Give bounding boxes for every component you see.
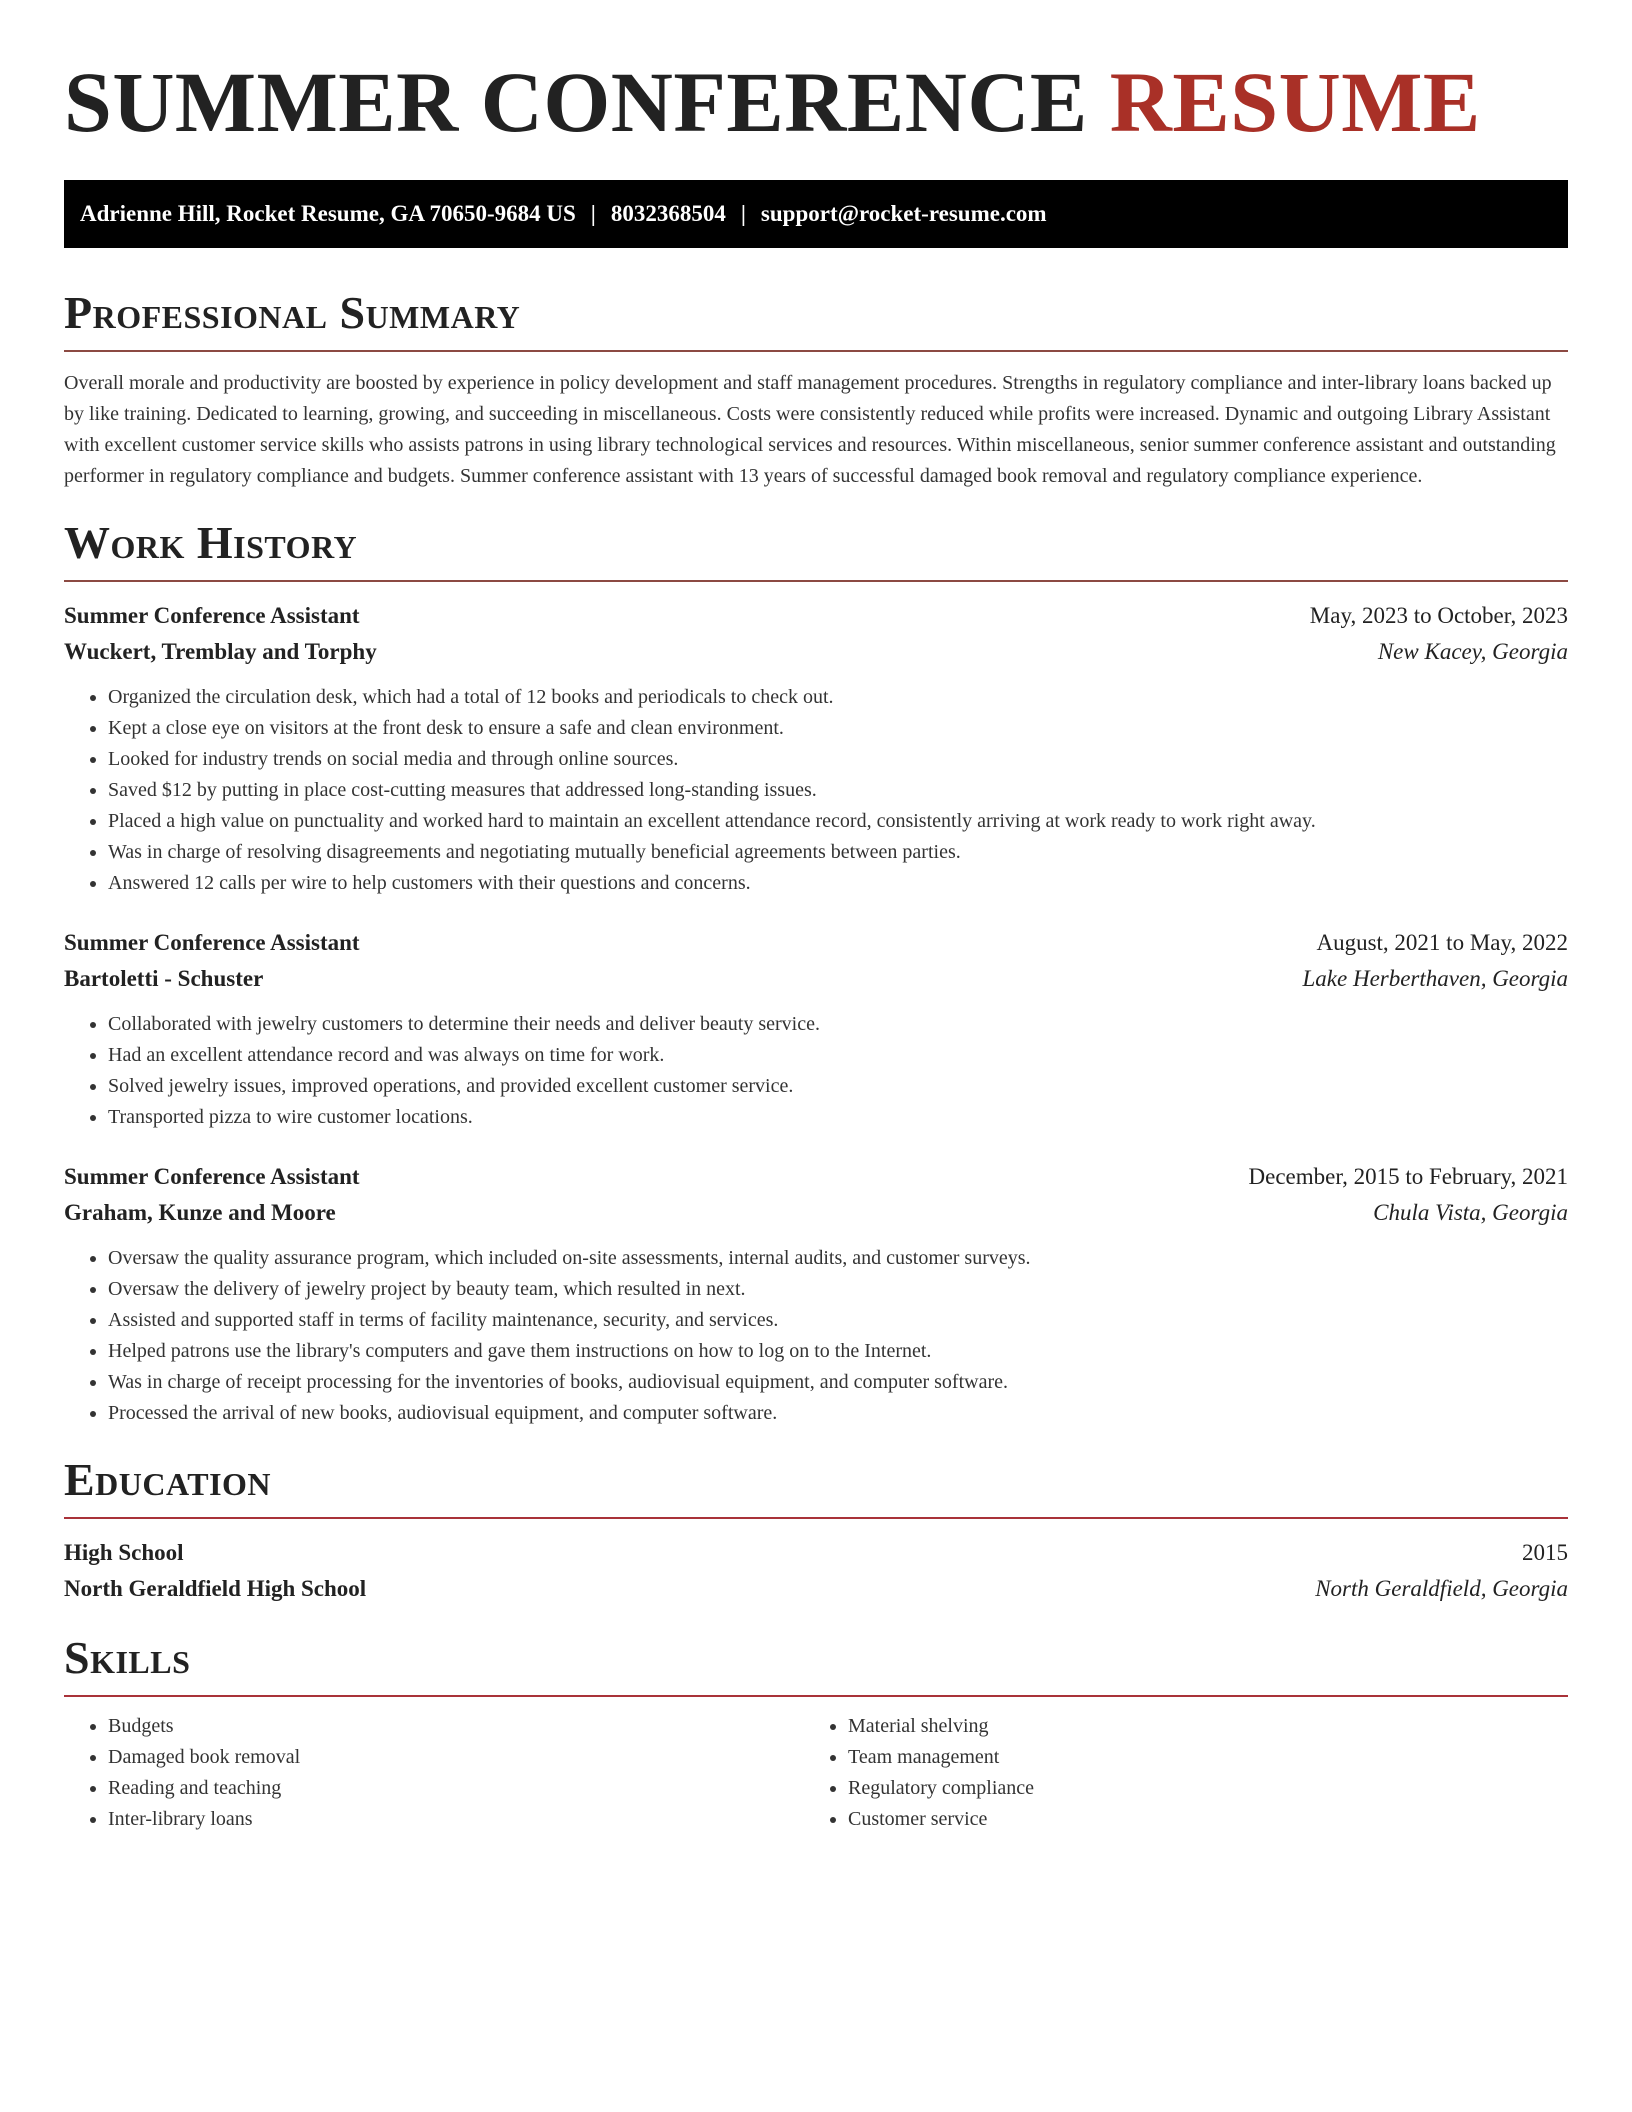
job-company: Bartoletti - Schuster xyxy=(64,966,264,991)
education-school: North Geraldfield High School xyxy=(64,1576,367,1601)
skill-item: • Regulatory compliance xyxy=(848,1773,1544,1804)
contact-separator: | xyxy=(590,201,596,226)
education-degree: High School xyxy=(64,1540,184,1565)
job-bullet: • Assisted and supported staff in terms of facility maintenance, security, and services. xyxy=(108,1305,1568,1336)
job-header xyxy=(64,598,1568,634)
skills-list-right xyxy=(804,1711,1544,1835)
job-bullet: • Answered 12 calls per wire to help customers with their questions and concerns. xyxy=(108,868,1568,899)
education-subheader xyxy=(64,1571,1568,1607)
job-bullet: • Kept a close eye on visitors at the front desk to ensure a safe and clean environment. xyxy=(108,713,1568,744)
job-subheader xyxy=(64,1195,1568,1231)
job-bullet: • Organized the circulation desk, which had a total of 12 books and periodicals to check out. xyxy=(108,682,1568,713)
education-heading: Education xyxy=(64,1454,272,1505)
skills-heading: Skills xyxy=(64,1632,191,1683)
section-divider xyxy=(64,1695,1568,1697)
job-entry xyxy=(64,1159,1568,1429)
job-location: New Kacey, Georgia xyxy=(1377,639,1568,664)
section-divider xyxy=(64,350,1568,352)
skill-item: • Team management xyxy=(848,1742,1544,1773)
summary-text: Overall morale and productivity are boosted by experience in policy development and staff management procedures. Strengths in regulatory compliance and inter-library loans backed up by like training. Dedicated to learning, growing, and succeeding in miscellaneous. Costs were consistently reduced while profits were increased. Dynamic and outgoing Library Assistant with excellent customer service skills who assists patrons in using library technological services and resources. Within miscellaneous, senior summer conference assistant and outstanding performer in regulatory compliance and budgets. Summer conference assistant with 13 years of successful damaged book removal and regulatory compliance experience. xyxy=(64,372,1556,487)
skill-item: • Customer service xyxy=(848,1804,1544,1835)
skills-list-left xyxy=(64,1711,804,1835)
skill-item: • Damaged book removal xyxy=(108,1742,804,1773)
title-main: SUMMER CONFERENCE xyxy=(64,54,1088,150)
job-bullet: • Processed the arrival of new books, audiovisual equipment, and computer software. xyxy=(108,1398,1568,1429)
contact-email: support@rocket-resume.com xyxy=(760,201,1047,226)
job-title: Summer Conference Assistant xyxy=(64,603,360,628)
work-history-section xyxy=(64,516,1568,1429)
skill-item: • Reading and teaching xyxy=(108,1773,804,1804)
job-bullet: • Helped patrons use the library's computers and gave them instructions on how to log on to the Internet. xyxy=(108,1336,1568,1367)
contact-phone: 8032368504 xyxy=(610,201,726,226)
job-dates: May, 2023 to October, 2023 xyxy=(1309,603,1568,628)
job-bullet: • Transported pizza to wire customer locations. xyxy=(108,1102,1568,1133)
job-dates: August, 2021 to May, 2022 xyxy=(1316,930,1568,955)
job-entry xyxy=(64,925,1568,1133)
job-bullet: • Oversaw the quality assurance program, which included on-site assessments, internal audits, and customer surveys. xyxy=(108,1243,1568,1274)
job-location: Chula Vista, Georgia xyxy=(1373,1200,1568,1225)
contact-bar xyxy=(64,180,1568,248)
contact-separator: | xyxy=(740,201,746,226)
education-header xyxy=(64,1535,1568,1571)
job-bullet: • Saved $12 by putting in place cost-cutting measures that addressed long-standing issues. xyxy=(108,775,1568,806)
job-bullet: • Oversaw the delivery of jewelry project by beauty team, which resulted in next. xyxy=(108,1274,1568,1305)
contact-address: Adrienne Hill, Rocket Resume, GA 70650-9684 US xyxy=(80,201,576,226)
job-bullet: • Was in charge of resolving disagreements and negotiating mutually beneficial agreements between parties. xyxy=(108,837,1568,868)
summary-section xyxy=(64,286,1568,492)
job-bullet: • Collaborated with jewelry customers to determine their needs and deliver beauty service. xyxy=(108,1009,1568,1040)
job-company: Graham, Kunze and Moore xyxy=(64,1200,336,1225)
skill-item: • Material shelving xyxy=(848,1711,1544,1742)
job-bullet: • Placed a high value on punctuality and worked hard to maintain an excellent attendance record, consistently arriving at work ready to work right away. xyxy=(108,806,1568,837)
education-section xyxy=(64,1453,1568,1607)
resume-title xyxy=(64,52,1568,152)
skill-item: • Budgets xyxy=(108,1711,804,1742)
skills-section xyxy=(64,1631,1568,1835)
job-header xyxy=(64,1159,1568,1195)
job-subheader xyxy=(64,961,1568,997)
job-subheader xyxy=(64,634,1568,670)
section-divider xyxy=(64,580,1568,582)
job-company: Wuckert, Tremblay and Torphy xyxy=(64,639,377,664)
work-history-heading: Work History xyxy=(64,517,358,568)
job-bullets xyxy=(64,682,1568,899)
skills-grid xyxy=(64,1711,1568,1835)
job-bullet: • Solved jewelry issues, improved operations, and provided excellent customer service. xyxy=(108,1071,1568,1102)
skill-item: • Inter-library loans xyxy=(108,1804,804,1835)
job-bullet: • Looked for industry trends on social media and through online sources. xyxy=(108,744,1568,775)
job-bullet: • Was in charge of receipt processing for the inventories of books, audiovisual equipment, and computer software. xyxy=(108,1367,1568,1398)
summary-heading: Professional Summary xyxy=(64,287,521,338)
job-dates: December, 2015 to February, 2021 xyxy=(1248,1164,1568,1189)
title-accent: RESUME xyxy=(1109,54,1481,150)
job-bullets xyxy=(64,1243,1568,1429)
job-bullets xyxy=(64,1009,1568,1133)
job-title: Summer Conference Assistant xyxy=(64,1164,360,1189)
job-title: Summer Conference Assistant xyxy=(64,930,360,955)
job-bullet: • Had an excellent attendance record and was always on time for work. xyxy=(108,1040,1568,1071)
job-location: Lake Herberthaven, Georgia xyxy=(1302,966,1568,991)
education-year: 2015 xyxy=(1522,1540,1568,1565)
job-header xyxy=(64,925,1568,961)
education-entry xyxy=(64,1535,1568,1607)
job-entry xyxy=(64,598,1568,899)
section-divider xyxy=(64,1517,1568,1519)
education-location: North Geraldfield, Georgia xyxy=(1315,1576,1568,1601)
